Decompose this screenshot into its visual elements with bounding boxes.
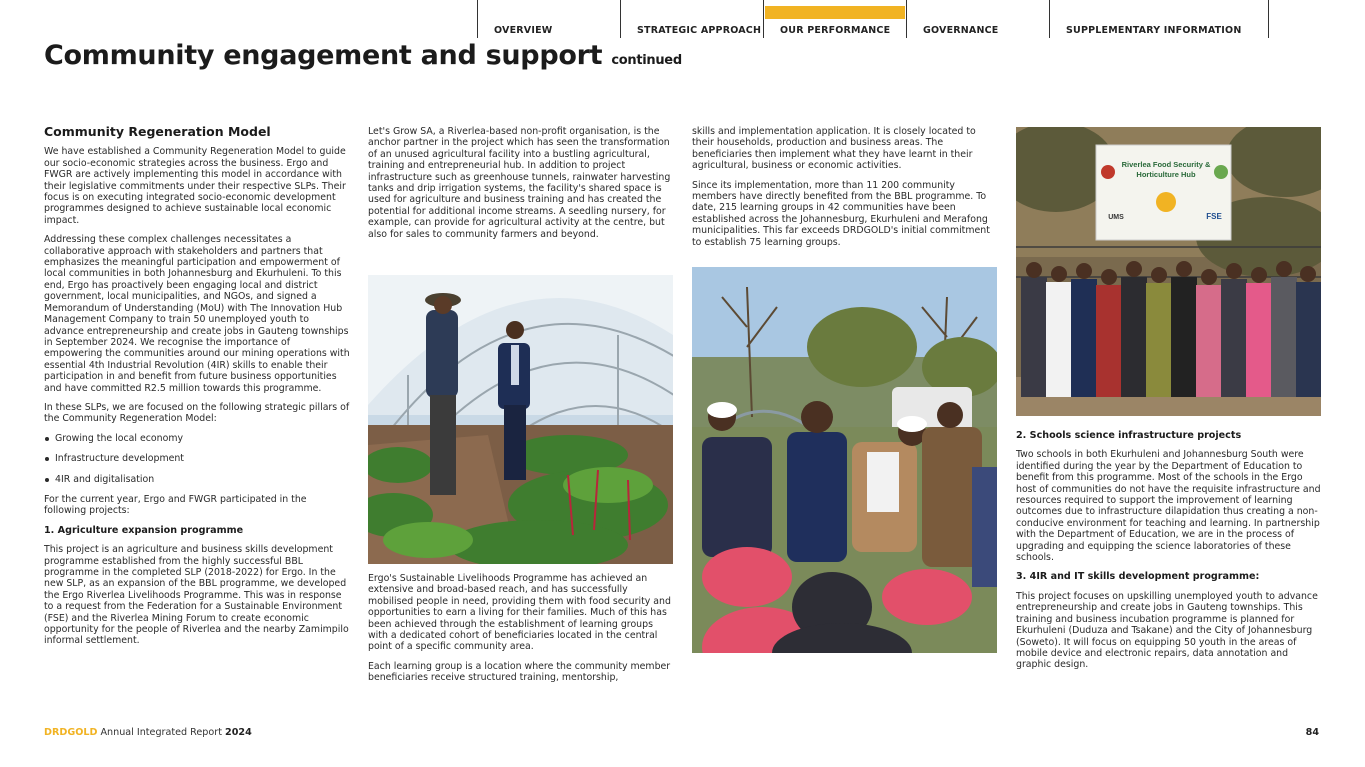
nav-tab-strategic-approach[interactable] <box>620 0 763 38</box>
nav-tab-label: OVERVIEW <box>494 25 553 36</box>
nav-tab-label: GOVERNANCE <box>923 25 999 36</box>
paragraph: In these SLPs, we are focused on the following strategic pillars of the Community Regeneration Model: <box>44 401 350 425</box>
subheading: 3. 4IR and IT skills development programme: <box>1016 571 1260 583</box>
nav-tab-supplementary-information[interactable] <box>1049 0 1269 38</box>
list-item: Growing the local economy <box>44 433 351 444</box>
community-gathering-photo <box>692 267 997 653</box>
list-item: Infrastructure development <box>44 453 351 464</box>
footer <box>44 727 252 738</box>
nav-tab-label: OUR PERFORMANCE <box>780 25 891 36</box>
greenhouse-photo <box>368 275 673 564</box>
list-item: 4IR and digitalisation <box>44 474 351 485</box>
sign-title-line2: Horticulture Hub <box>1136 170 1196 179</box>
nav-tab-our-performance[interactable] <box>763 0 906 38</box>
nav-tab-governance[interactable] <box>906 0 1049 38</box>
page-title-text: Community engagement and support <box>44 40 603 71</box>
nav-tab-overview[interactable] <box>477 0 620 38</box>
paragraph: Two schools in both Ekurhuleni and Johannesburg South were identified during the year by the Department of Education to benefit from this programme. Most of the schools in the Ergo host of communities do not have the requisite infrastructure and resources required to support the improvement of learning outcomes due to infrastructure dilapidation thus creating a non-conducive environment for teaching and learning. In partnership with the Department of Education, we are in the process of upgrading and equipping the science laboratories of these schools. <box>1016 449 1321 564</box>
section-heading: Community Regeneration Model <box>44 124 271 139</box>
subheading: 1. Agriculture expansion programme <box>44 524 244 536</box>
nav-tab-label: STRATEGIC APPROACH <box>637 25 762 36</box>
column-2-lower <box>368 573 674 692</box>
column-1 <box>44 126 351 655</box>
paragraph: For the current year, Ergo and FWGR participated in the following projects: <box>44 493 307 517</box>
paragraph: Addressing these complex challenges necessitates a collaborative approach with stakeholders and partners that emphasizes the meaningful participation and empowerment of local communities in both Johannesburg and Ekurhuleni. To this end, Ergo has proactively been engaging local and district government, local municipalities, and NGOs, and signed a Memorandum of Understanding (MoU) with The Innovation Hub Management Company to train 50 unemployed youth to advance entrepreneurship and create jobs in Gauteng townships in September 2024. We recognise the importance of empowering the communities around our mining operations with essential 4th Industrial Revolution (4IR) skills to enable their participation in and benefit from future business opportunities and have committed R2.5 million towards this programme. <box>44 234 350 394</box>
sign-partner-left: UMS <box>1108 214 1124 221</box>
paragraph: skills and implementation application. It is closely located to their households, production and business areas. The beneficiaries then implement what they have learnt in their agricultural, business or economic activities. <box>692 126 976 172</box>
column-3 <box>692 126 998 256</box>
subheading: 2. Schools science infrastructure projects <box>1016 430 1242 441</box>
paragraph: Let's Grow SA, a Riverlea-based non-profit organisation, is the anchor partner in the project which has seen the transformation of an unused agricultural facility into a bustling agricultural, training and entrepreneurial hub. In addition to project infrastructure such as greenhouse tunnels, rainwater harvesting tanks and drip irrigation systems, the facility's shared space is used for agriculture and business training and has created the potential for additional income streams. A seedling nursery, for example, can provide for agricultural activity at the centre, but also for sales to community farmers and beyond. <box>368 126 671 240</box>
column-2 <box>368 126 674 248</box>
paragraph: Since its implementation, more than 11 200 community members have directly benefited from the BBL programme. To date, 215 learning groups in 42 communities have been established across the Johannesburg, Ekurhuleni and Merafong municipalities. This far exceeds DRDGOLD's initial commitment to establish 75 learning groups. <box>692 179 990 248</box>
sign-title-line1: Riverlea Food Security & <box>1121 160 1211 169</box>
paragraph: Each learning group is a location where the community member beneficiaries receive structured training, mentorship, <box>368 660 671 684</box>
riverlea-hub-group-photo <box>1016 127 1321 416</box>
pillars-list <box>44 433 351 485</box>
page-title-suffix: continued <box>611 53 682 68</box>
footer-year: 2024 <box>225 727 252 738</box>
page-number: 84 <box>1305 727 1319 738</box>
top-nav <box>477 0 1322 38</box>
page-title <box>44 40 682 71</box>
sign-partner: FSE <box>1206 212 1222 221</box>
active-tab-indicator <box>765 6 905 19</box>
paragraph: Ergo's Sustainable Livelihoods Programme has achieved an extensive and broad-based reach, and has successfully mobilised people in need, providing them with food security and opportunities to earn a living for their families. Much of this has been achieved through the establishment of learning groups with a dedicated cohort of beneficiaries located in the central point of a specific community area. <box>368 573 671 653</box>
footer-brand: DRDGOLD <box>44 727 98 738</box>
paragraph: This project is an agriculture and business skills development programme established from the highly successful BBL programme in the completed SLP (2018-2022) for Ergo. In the new SLP, as an expansion of the BBL programme, we developed the Ergo Riverlea Livelihoods Programme. This was in response to a request from the Federation for a Sustainable Environment (FSE) and the Riverlea Mining Forum to create economic opportunity for the people of Riverlea and the nearby Zamimpilo informal settlement. <box>44 544 349 647</box>
footer-report: Annual Integrated Report <box>100 727 222 738</box>
nav-tab-label: SUPPLEMENTARY INFORMATION <box>1066 25 1242 36</box>
paragraph: This project focuses on upskilling unemployed youth to advance entrepreneurship and create jobs in Gauteng townships. This training and business incubation programme is planned for Ekurhuleni (Duduza and Tsakane) and the City of Johannesburg (Soweto). It will focus on equipping 50 youth in the areas of mobile device and electronic repairs, data annotation and graphic design. <box>1016 590 1318 671</box>
paragraph: We have established a Community Regeneration Model to guide our socio-economic strategies across the business. Ergo and FWGR are actively implementing this model in accordance with their legislative commitments under their respective SLPs. Their focus is on executing integrated socio-economic development programmes designed to achieve sustainable local economic impact. <box>44 146 346 226</box>
column-4 <box>1016 430 1322 679</box>
